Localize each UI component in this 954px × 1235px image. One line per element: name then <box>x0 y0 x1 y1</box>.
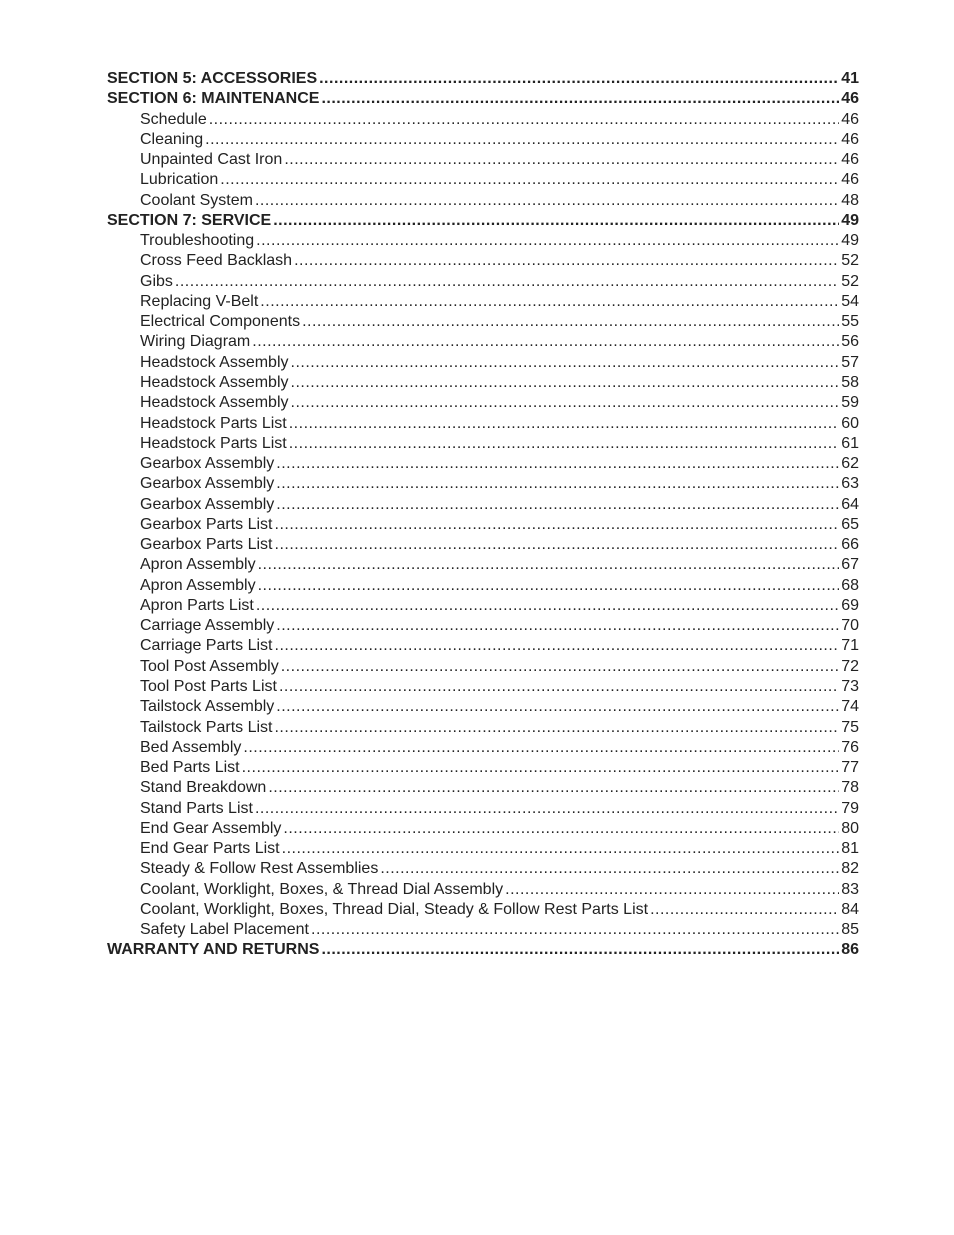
dot-leader <box>275 535 840 555</box>
toc-entry-page-number: 62 <box>841 455 859 473</box>
dot-leader <box>255 191 839 211</box>
toc-entry-page-number: 76 <box>841 738 859 756</box>
toc-entry <box>107 434 859 454</box>
toc-entry <box>107 535 859 555</box>
toc-entry-title: Headstock Assembly <box>140 353 289 371</box>
toc-entry-page-number: 77 <box>841 759 859 777</box>
dot-leader <box>321 940 839 960</box>
toc-entry-page-number: 78 <box>841 779 859 797</box>
toc-entry <box>107 110 859 130</box>
toc-entry <box>107 799 859 819</box>
dot-leader <box>321 89 839 109</box>
toc-entry-title: Cleaning <box>140 130 204 148</box>
toc-entry-page-number: 85 <box>841 921 859 939</box>
toc-entry <box>107 393 859 413</box>
dot-leader <box>289 414 839 434</box>
toc-entry-page-number: 61 <box>841 434 859 452</box>
toc-entry <box>107 191 859 211</box>
toc-section-entry <box>107 69 859 89</box>
toc-entry-title: Gibs <box>140 272 173 290</box>
toc-entry-title: WARRANTY AND RETURNS <box>107 941 320 959</box>
toc-entry-page-number: 57 <box>841 353 859 371</box>
toc-entry <box>107 616 859 636</box>
toc-entry-title: Headstock Assembly <box>140 373 289 391</box>
toc-entry-title: Coolant, Worklight, Boxes, Thread Dial, Steady & Follow Rest Parts List <box>140 900 649 918</box>
toc-entry-page-number: 41 <box>841 70 859 87</box>
toc-entry-page-number: 84 <box>841 900 859 918</box>
toc-entry-page-number: 66 <box>841 536 859 554</box>
toc-entry <box>107 758 859 778</box>
toc-entry-title: End Gear Assembly <box>140 819 282 837</box>
toc-entry-title: Bed Assembly <box>140 738 242 756</box>
dot-leader <box>242 758 840 778</box>
toc-entry-title: Electrical Components <box>140 313 301 331</box>
toc-entry <box>107 495 859 515</box>
dot-leader <box>256 596 839 616</box>
dot-leader <box>319 69 839 89</box>
toc-entry-title: SECTION 5: ACCESSORIES <box>107 70 318 87</box>
toc-entry-title: Gearbox Assembly <box>140 495 275 513</box>
toc-entry-title: Carriage Assembly <box>140 617 275 635</box>
dot-leader <box>268 778 839 798</box>
toc-entry-page-number: 74 <box>841 698 859 716</box>
toc-entry-title: Cross Feed Backlash <box>140 252 293 270</box>
toc-entry-title: Apron Parts List <box>140 596 254 614</box>
dot-leader <box>175 272 839 292</box>
toc-entry-page-number: 72 <box>841 657 859 675</box>
toc-entry <box>107 292 859 312</box>
toc-entry-title: SECTION 6: MAINTENANCE <box>107 90 320 108</box>
toc-entry <box>107 272 859 292</box>
toc-entry-page-number: 46 <box>841 130 859 148</box>
toc-entry-page-number: 52 <box>841 252 859 270</box>
toc-entry-title: Unpainted Cast Iron <box>140 151 283 169</box>
dot-leader <box>291 373 840 393</box>
toc-entry <box>107 373 859 393</box>
dot-leader <box>255 799 839 819</box>
toc-entry-title: Stand Breakdown <box>140 779 267 797</box>
toc-entry-page-number: 69 <box>841 596 859 614</box>
toc-entry <box>107 231 859 251</box>
dot-leader <box>256 231 839 251</box>
dot-leader <box>276 454 839 474</box>
dot-leader <box>220 170 839 190</box>
toc-entry-title: Tailstock Assembly <box>140 698 275 716</box>
dot-leader <box>276 474 839 494</box>
toc-section-entry <box>107 211 859 231</box>
toc-entry-page-number: 73 <box>841 677 859 695</box>
toc-entry-page-number: 80 <box>841 819 859 837</box>
toc-entry-title: Stand Parts List <box>140 799 253 817</box>
dot-leader <box>274 718 839 738</box>
dot-leader <box>279 677 839 697</box>
dot-leader <box>260 292 839 312</box>
toc-entry-title: Steady & Follow Rest Assemblies <box>140 860 379 878</box>
toc-entry-page-number: 75 <box>841 718 859 736</box>
toc-entry <box>107 515 859 535</box>
dot-leader <box>276 697 839 717</box>
toc-entry-title: Gearbox Parts List <box>140 536 273 554</box>
toc-entry-title: Coolant System <box>140 191 253 209</box>
dot-leader <box>258 576 840 596</box>
toc-entry <box>107 312 859 332</box>
dot-leader <box>291 353 840 373</box>
toc-entry <box>107 596 859 616</box>
toc-entry-page-number: 46 <box>841 110 859 128</box>
toc-entry <box>107 636 859 656</box>
toc-entry <box>107 130 859 150</box>
dot-leader <box>650 900 839 920</box>
dot-leader <box>311 920 839 940</box>
toc-entry <box>107 170 859 190</box>
toc-entry-page-number: 70 <box>841 617 859 635</box>
dot-leader <box>380 859 839 879</box>
toc-entry <box>107 353 859 373</box>
toc-entry-page-number: 46 <box>841 90 859 108</box>
toc-entry <box>107 555 859 575</box>
toc-entry-page-number: 49 <box>841 211 859 229</box>
toc-entry-title: Gearbox Assembly <box>140 455 275 473</box>
dot-leader <box>302 312 839 332</box>
toc-section-entry <box>107 940 859 960</box>
toc-entry <box>107 332 859 352</box>
toc-entry <box>107 778 859 798</box>
toc-entry <box>107 150 859 170</box>
dot-leader <box>273 211 839 231</box>
table-of-contents <box>107 69 859 961</box>
toc-entry-title: Tailstock Parts List <box>140 718 273 736</box>
toc-entry-title: Troubleshooting <box>140 232 255 250</box>
toc-entry-page-number: 54 <box>841 292 859 310</box>
toc-entry-page-number: 82 <box>841 860 859 878</box>
toc-entry-page-number: 67 <box>841 556 859 574</box>
toc-entry-title: Replacing V-Belt <box>140 292 259 310</box>
toc-entry-page-number: 46 <box>841 171 859 189</box>
toc-entry-page-number: 58 <box>841 373 859 391</box>
toc-entry-page-number: 60 <box>841 414 859 432</box>
dot-leader <box>281 657 839 677</box>
dot-leader <box>275 636 840 656</box>
toc-entry-title: Tool Post Assembly <box>140 657 279 675</box>
toc-entry-title: Wiring Diagram <box>140 333 251 351</box>
toc-entry-title: Gearbox Parts List <box>140 515 273 533</box>
toc-entry <box>107 474 859 494</box>
toc-entry-title: Schedule <box>140 110 207 128</box>
toc-entry-page-number: 71 <box>841 637 859 655</box>
toc-entry <box>107 839 859 859</box>
toc-entry <box>107 859 859 879</box>
toc-section-entry <box>107 89 859 109</box>
dot-leader <box>276 616 839 636</box>
toc-entry <box>107 414 859 434</box>
toc-entry-title: Safety Label Placement <box>140 921 309 939</box>
dot-leader <box>209 110 839 130</box>
dot-leader <box>252 332 839 352</box>
toc-entry <box>107 251 859 271</box>
dot-leader <box>275 515 840 535</box>
toc-entry-title: Apron Assembly <box>140 576 256 594</box>
toc-entry-page-number: 81 <box>841 840 859 858</box>
dot-leader <box>284 150 839 170</box>
toc-entry-title: Bed Parts List <box>140 759 240 777</box>
toc-entry-page-number: 79 <box>841 799 859 817</box>
toc-entry-title: Apron Assembly <box>140 556 256 574</box>
dot-leader <box>505 880 839 900</box>
toc-entry <box>107 738 859 758</box>
dot-leader <box>291 393 840 413</box>
toc-entry <box>107 900 859 920</box>
toc-entry-title: Headstock Assembly <box>140 394 289 412</box>
toc-entry-title: Headstock Parts List <box>140 434 287 452</box>
dot-leader <box>276 495 839 515</box>
toc-entry-title: Coolant, Worklight, Boxes, & Thread Dial Assembly <box>140 880 504 898</box>
toc-entry <box>107 454 859 474</box>
toc-entry-title: SECTION 7: SERVICE <box>107 211 272 229</box>
toc-entry-page-number: 55 <box>841 313 859 331</box>
dot-leader <box>243 738 839 758</box>
dot-leader <box>258 555 840 575</box>
toc-entry-page-number: 83 <box>841 880 859 898</box>
toc-entry-title: Headstock Parts List <box>140 414 287 432</box>
dot-leader <box>294 251 839 271</box>
toc-entry <box>107 677 859 697</box>
toc-entry-page-number: 63 <box>841 475 859 493</box>
toc-entry-page-number: 86 <box>841 941 859 959</box>
toc-entry-page-number: 68 <box>841 576 859 594</box>
toc-entry <box>107 697 859 717</box>
toc-entry-page-number: 64 <box>841 495 859 513</box>
toc-entry-title: Carriage Parts List <box>140 637 273 655</box>
toc-entry-title: Tool Post Parts List <box>140 677 277 695</box>
toc-entry-page-number: 48 <box>841 191 859 209</box>
toc-entry-title: Gearbox Assembly <box>140 475 275 493</box>
toc-entry-page-number: 52 <box>841 272 859 290</box>
toc-entry-page-number: 56 <box>841 333 859 351</box>
toc-entry-page-number: 49 <box>841 232 859 250</box>
toc-entry-page-number: 46 <box>841 151 859 169</box>
dot-leader <box>289 434 839 454</box>
toc-entry-title: End Gear Parts List <box>140 840 280 858</box>
toc-entry <box>107 576 859 596</box>
dot-leader <box>205 130 839 150</box>
toc-entry <box>107 718 859 738</box>
toc-entry <box>107 920 859 940</box>
dot-leader <box>283 819 839 839</box>
dot-leader <box>282 839 840 859</box>
toc-entry <box>107 819 859 839</box>
toc-entry <box>107 657 859 677</box>
toc-entry-title: Lubrication <box>140 171 219 189</box>
toc-entry-page-number: 65 <box>841 515 859 533</box>
toc-entry <box>107 880 859 900</box>
toc-entry-page-number: 59 <box>841 394 859 412</box>
